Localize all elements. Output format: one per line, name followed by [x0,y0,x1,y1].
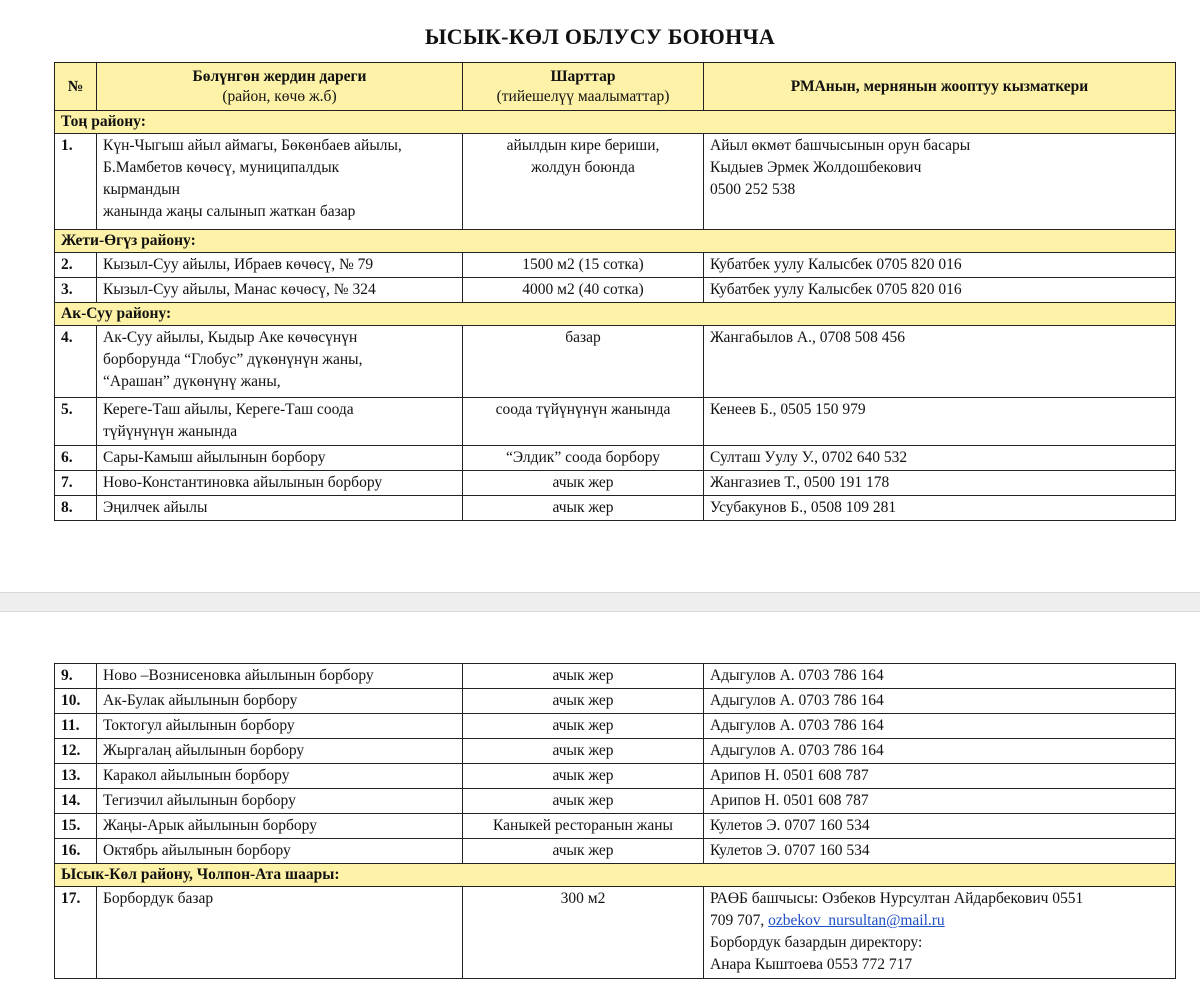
section-label: Ак-Суу району: [55,303,1176,326]
row-conditions: Каныкей ресторанын жаны [463,814,704,839]
row-conditions: айылдын кире бериши, жолдун боюнда [463,134,704,230]
section-label: Ысык-Көл району, Чолпон-Ата шаары: [55,864,1176,887]
header-place: Бөлүнгөн жердин дареги (район, көчө ж.б) [97,63,463,111]
row-place: Жаңы-Арык айылынын борбору [97,814,463,839]
row-number: 13. [55,764,97,789]
row-place: Күн-Чыгыш айыл аймагы, Бөкөнбаев айылы, Б.Мамбетов көчөсү, муниципалдык кырмандын жанында жаңы салынып жаткан базар [97,134,463,230]
page-break [0,592,1200,612]
row-number: 3. [55,278,97,303]
row-responsible: Арипов Н. 0501 608 787 [704,789,1176,814]
section-row [55,111,1176,134]
table-row [55,814,1176,839]
row-place: Эңилчек айылы [97,496,463,521]
table-row [55,739,1176,764]
row-number: 15. [55,814,97,839]
table-row [55,253,1176,278]
header-responsible: РМАнын, мернянын жооптуу кызматкери [704,63,1176,111]
row-conditions: ачык жер [463,689,704,714]
row-conditions: ачык жер [463,496,704,521]
row-number: 11. [55,714,97,739]
table-row [55,496,1176,521]
row-place: Ак-Булак айылынын борбору [97,689,463,714]
table-row [55,278,1176,303]
table-row [55,664,1176,689]
row-responsible: Арипов Н. 0501 608 787 [704,764,1176,789]
row-conditions: соода түйүнүнүн жанында [463,398,704,446]
section-label: Тоң району: [55,111,1176,134]
row-number: 9. [55,664,97,689]
section-row [55,230,1176,253]
table-row [55,714,1176,739]
row-conditions: 4000 м2 (40 сотка) [463,278,704,303]
row-responsible: Усубакунов Б., 0508 109 281 [704,496,1176,521]
row-responsible: Жангазиев Т., 0500 191 178 [704,471,1176,496]
allocation-table-part1 [54,62,1176,521]
row-number: 4. [55,326,97,398]
table-row [55,789,1176,814]
row-responsible: РАӨБ башчысы: Озбеков Нурсултан Айдарбекович 0551 709 707, ozbekov_nursultan@mail.ru Борбордук базардын директору: Анара Кыштоева 0553 772 717 [704,887,1176,979]
row-place: Борбордук базар [97,887,463,979]
row-place: Ак-Суу айылы, Кыдыр Аке көчөсүнүн борборунда “Глобус” дүкөнүнүн жаны, “Арашан” дүкөнүнү жаны, [97,326,463,398]
row-number: 16. [55,839,97,864]
row-conditions: ачык жер [463,664,704,689]
table-row [55,471,1176,496]
row-place: Каракол айылынын борбору [97,764,463,789]
table-row [55,398,1176,446]
row-place: Кызыл-Суу айылы, Ибраев көчөсү, № 79 [97,253,463,278]
allocation-table-part2 [54,663,1176,979]
table-row [55,326,1176,398]
row-place: Сары-Камыш айылынын борбору [97,446,463,471]
row-conditions: ачык жер [463,714,704,739]
row-number: 12. [55,739,97,764]
table-header-row [55,63,1176,111]
table-row [55,839,1176,864]
row-place: Токтогул айылынын борбору [97,714,463,739]
row-responsible: Кенеев Б., 0505 150 979 [704,398,1176,446]
row-responsible: Жангабылов А., 0708 508 456 [704,326,1176,398]
page-title: ЫСЫК-КӨЛ ОБЛУСУ БОЮНЧА [424,24,776,49]
row-conditions: ачык жер [463,839,704,864]
row-conditions: ачык жер [463,789,704,814]
table-row [55,764,1176,789]
row-number: 5. [55,398,97,446]
row-conditions: ачык жер [463,764,704,789]
row-number: 1. [55,134,97,230]
row-responsible: Адыгулов А. 0703 786 164 [704,664,1176,689]
table-row [55,134,1176,230]
row-number: 17. [55,887,97,979]
row-conditions: базар [463,326,704,398]
row-responsible: Адыгулов А. 0703 786 164 [704,714,1176,739]
row-place: Кереге-Таш айылы, Кереге-Таш соода түйүнүнүн жанында [97,398,463,446]
row-conditions: ачык жер [463,471,704,496]
row-place: Октябрь айылынын борбору [97,839,463,864]
row-responsible: Кубатбек уулу Калысбек 0705 820 016 [704,278,1176,303]
row-place: Кызыл-Суу айылы, Манас көчөсү, № 324 [97,278,463,303]
table-row [55,887,1176,979]
header-num: № [55,63,97,111]
row-responsible: Кулетов Э. 0707 160 534 [704,814,1176,839]
row-responsible: Айыл өкмөт башчысынын орун басары Кыдыев Эрмек Жолдошбекович 0500 252 538 [704,134,1176,230]
row-place: Ново –Вознисеновка айылынын борбору [97,664,463,689]
row-number: 2. [55,253,97,278]
table-row [55,689,1176,714]
row-conditions: 300 м2 [463,887,704,979]
header-conditions: Шарттар (тийешелүү маалыматтар) [463,63,704,111]
row-responsible: Кубатбек уулу Калысбек 0705 820 016 [704,253,1176,278]
section-label: Жети-Өгүз району: [55,230,1176,253]
row-responsible: Адыгулов А. 0703 786 164 [704,739,1176,764]
section-row [55,303,1176,326]
row-place: Жыргалаң айылынын борбору [97,739,463,764]
row-place: Тегизчил айылынын борбору [97,789,463,814]
email-link[interactable]: ozbekov_nursultan@mail.ru [768,912,945,929]
row-number: 7. [55,471,97,496]
row-responsible: Султаш Уулу У., 0702 640 532 [704,446,1176,471]
row-number: 14. [55,789,97,814]
row-conditions: 1500 м2 (15 сотка) [463,253,704,278]
row-number: 10. [55,689,97,714]
row-responsible: Кулетов Э. 0707 160 534 [704,839,1176,864]
row-place: Ново-Константиновка айылынын борбору [97,471,463,496]
section-row [55,864,1176,887]
table-row [55,446,1176,471]
row-number: 6. [55,446,97,471]
row-responsible: Адыгулов А. 0703 786 164 [704,689,1176,714]
row-number: 8. [55,496,97,521]
row-conditions: “Элдик” соода борбору [463,446,704,471]
row-conditions: ачык жер [463,739,704,764]
